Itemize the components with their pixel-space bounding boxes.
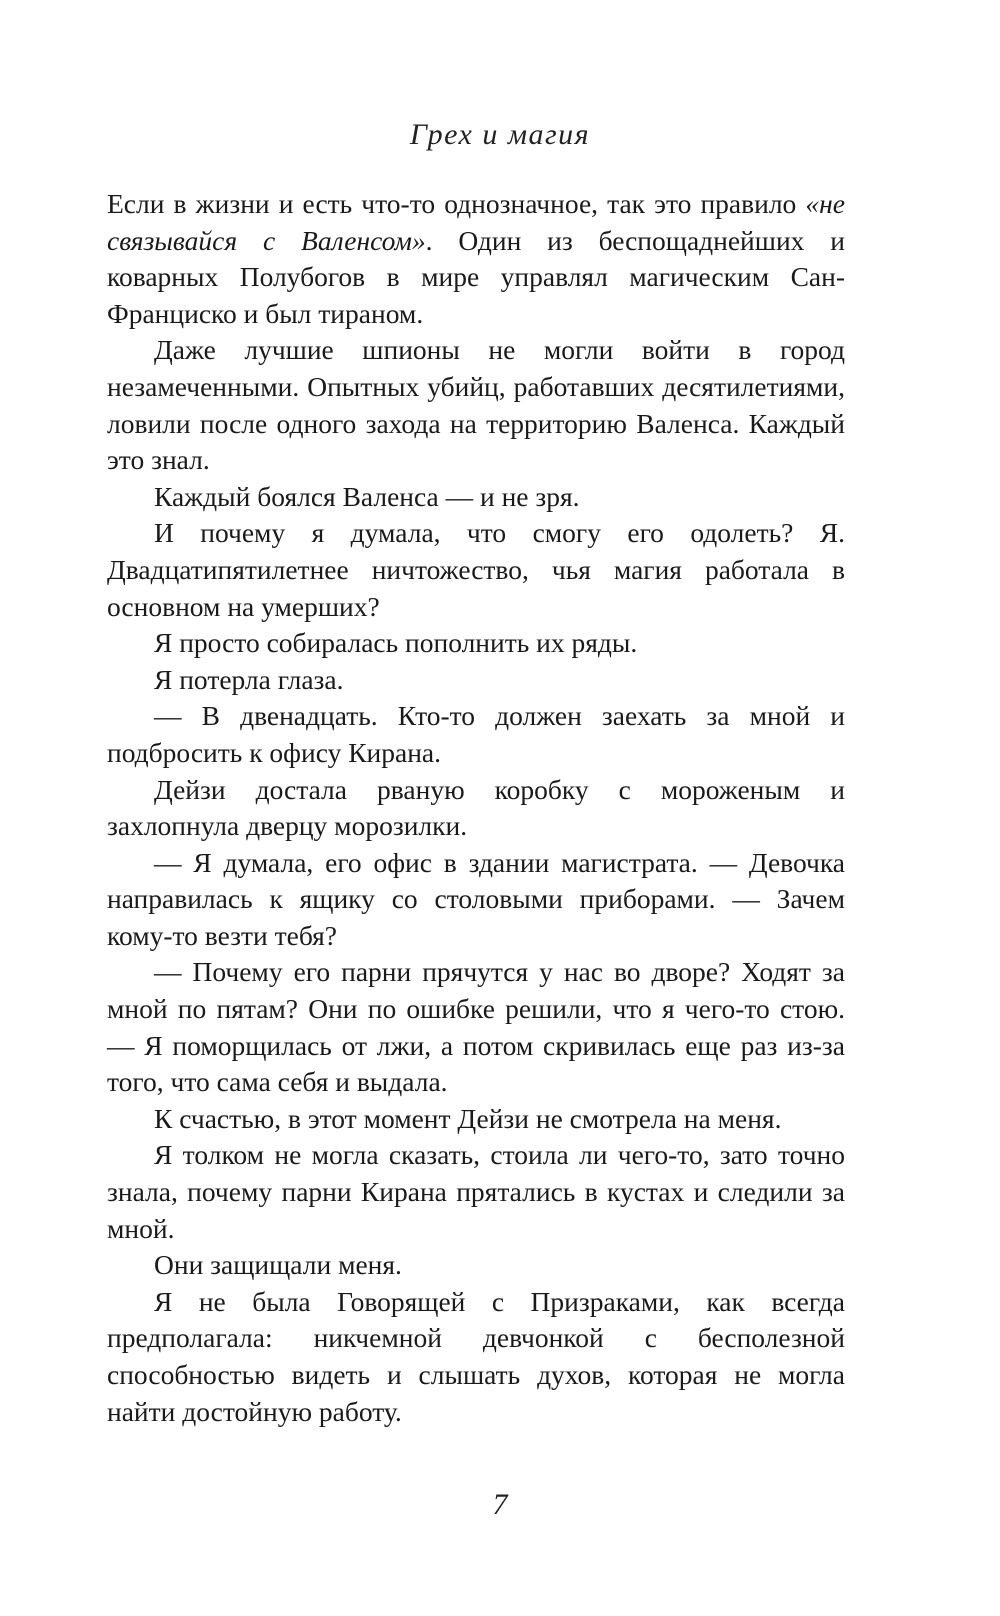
italic-phrase: «не связывайся с Валенсом»	[107, 188, 845, 256]
body-text	[107, 186, 845, 1430]
paragraph: — Почему его парни прячутся у нас во дворе? Ходят за мной по пятам? Они по ошибке решили, что я чего-то стою. — Я поморщилась от лжи, а потом скривилась еще раз из-за того, что сама себя и выдала.	[107, 956, 845, 1098]
paragraph: Даже лучшие шпионы не могли войти в город незамеченными. Опытных убийц, работавших десятилетиями, ловили после одного захода на территорию Валенса. Каждый это знал.	[107, 334, 845, 476]
paragraph: Каждый боялся Валенса — и не зря.	[154, 480, 580, 512]
paragraph-text: . Один из беспощаднейших и коварных Полубогов в мире управлял магическим Сан-Франциско и был тираном.	[107, 224, 845, 329]
paragraph: Я толком не могла сказать, стоила ли чего-то, зато точно знала, почему парни Кирана прятались в кустах и следили за мной.	[107, 1139, 845, 1244]
paragraph: К счастью, в этот момент Дейзи не смотрела на меня.	[154, 1102, 782, 1134]
running-title: Грех и магия	[409, 118, 591, 151]
page-number: 7	[492, 1488, 508, 1521]
paragraph: И почему я думала, что смогу его одолеть? Я. Двадцатипятилетнее ничтожество, чья магия работала в основном на умерших?	[107, 517, 845, 622]
paragraph: — В двенадцать. Кто-то должен заехать за мной и подбросить к офису Кирана.	[107, 700, 845, 768]
paragraph-text: Если в жизни и есть что-то однозначное, так это правило	[107, 188, 806, 219]
paragraph: Я не была Говорящей с Призраками, как всегда предполагала: никчемной девчонкой с бесполезной способностью видеть и слышать духов, которая не могла найти достойную работу.	[107, 1285, 845, 1427]
paragraph: Они защищали меня.	[154, 1249, 402, 1281]
paragraph: — Я думала, его офис в здании магистрата. — Девочка направилась к ящику со столовыми приборами. — Зачем кому-то везти тебя?	[107, 846, 845, 951]
paragraph: Дейзи достала рваную коробку с мороженым и захлопнула дверцу морозилки.	[107, 773, 845, 842]
paragraph: Я потерла глаза.	[154, 663, 344, 695]
paragraph	[107, 186, 845, 332]
paragraph: Я просто собиралась пополнить их ряды.	[154, 627, 638, 659]
